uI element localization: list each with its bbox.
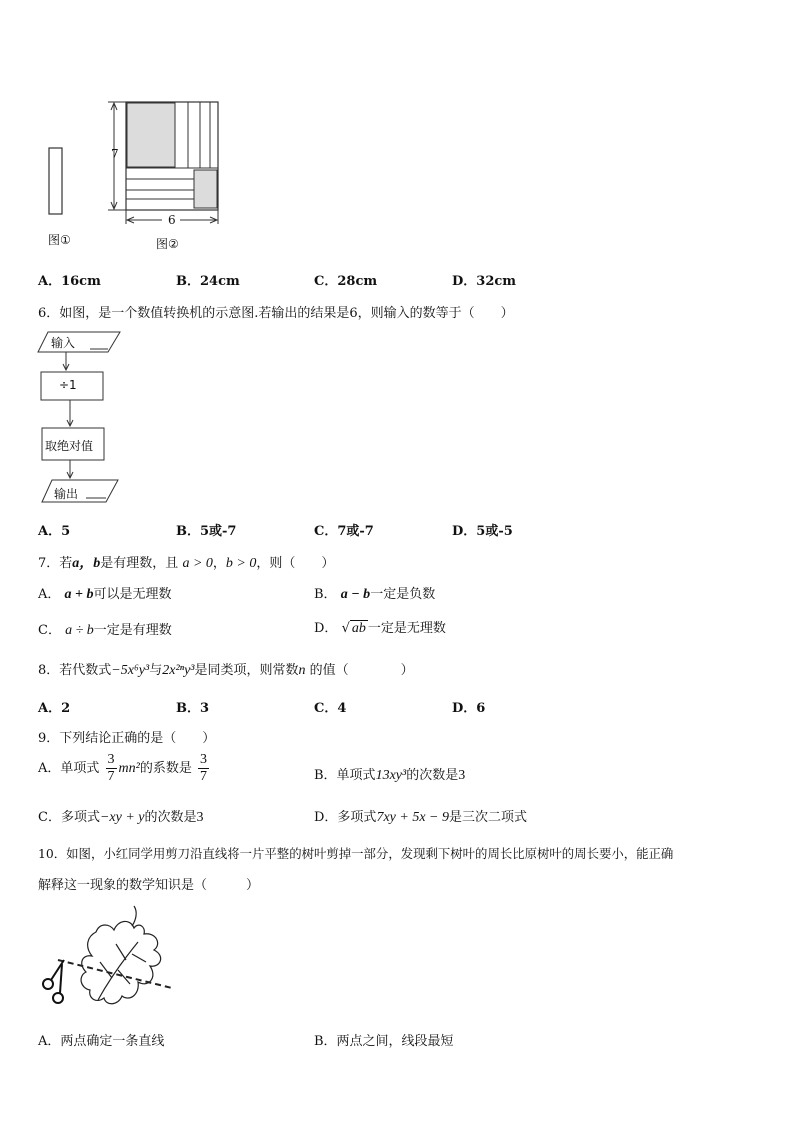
q9-option-b[interactable] — [314, 764, 465, 784]
q9-option-a-fraction-2 — [198, 753, 209, 784]
q8-stem-mid: 与 — [149, 663, 163, 678]
q8-stem — [38, 659, 414, 679]
q8-option-c[interactable]: C．4 — [314, 701, 347, 716]
q9-option-c[interactable] — [38, 806, 204, 826]
q9-option-b-math: 13xy³ — [375, 768, 407, 783]
q7-option-c-math: a ÷ b — [65, 623, 94, 638]
q8-var-n: n — [298, 663, 306, 678]
figure-2 — [100, 98, 230, 238]
q8-expr-2: 2x²ⁿy³ — [162, 663, 195, 678]
q7-option-b-label: B． — [314, 587, 337, 602]
fraction-numerator: 3 — [200, 752, 207, 767]
q5-option-b[interactable]: B．24cm — [176, 274, 240, 289]
q6-flow-step2: 取绝对值 — [45, 439, 94, 453]
q9-option-c-label: C．多项式 — [38, 810, 100, 825]
q9-option-c-math: −xy + y — [99, 810, 145, 825]
q9-option-a[interactable] — [38, 753, 211, 784]
q7-option-d-label: D． — [314, 621, 338, 636]
q7-cond-2: b > 0 — [225, 556, 257, 571]
q9-option-a-monomial: mn² — [118, 761, 140, 776]
q9-option-a-mid: 的系数是 — [139, 761, 192, 776]
q9-option-a-label: A．单项式 — [38, 761, 100, 776]
q9-option-d-label: D．多项式 — [314, 810, 377, 825]
q10-stem-line-1: 10．如图，小红同学用剪刀沿直线将一片平整的树叶剪掉一部分，发现剩下树叶的周长比原树叶的周长要小，能正确 — [38, 846, 674, 861]
q9-option-d-text: 是三次二项式 — [448, 810, 527, 825]
q9-option-b-label: B．单项式 — [314, 768, 376, 783]
q7-stem-prefix: 7．若 — [38, 556, 73, 571]
q7-option-b[interactable] — [314, 583, 435, 603]
figure-2-caption: 图② — [156, 237, 179, 251]
q7-option-a-label: A． — [38, 587, 61, 602]
q7-stem-suffix: ，则（ ） — [256, 556, 335, 571]
q9-option-c-text: 的次数是 — [144, 810, 197, 825]
q7-option-b-text: 一定是负数 — [370, 587, 436, 602]
q9-option-b-text: 的次数是 — [406, 768, 459, 783]
q7-option-c-text: 一定是有理数 — [93, 623, 172, 638]
q7-stem-mid: 是有理数，且 — [100, 556, 179, 571]
q7-cond-1: a > 0 — [182, 556, 213, 571]
q6-option-d[interactable]: D．5或-5 — [452, 524, 513, 539]
q9-stem: 9．下列结论正确的是（ ） — [38, 731, 216, 746]
q9-option-a-fraction — [106, 753, 117, 784]
q5-option-d[interactable]: D．32cm — [452, 274, 517, 289]
q7-option-d-math: ab — [351, 621, 366, 636]
q6-option-a[interactable]: A．5 — [38, 524, 71, 539]
q7-option-d-text: 一定是无理数 — [367, 621, 446, 636]
leaf-icon — [81, 906, 161, 1004]
q8-stem-prefix: 8．若代数式 — [38, 663, 112, 678]
figure-2-height-label: 7 — [111, 147, 119, 161]
q9-option-c-value: 3 — [196, 810, 204, 825]
q7-option-a[interactable] — [38, 583, 172, 603]
q8-stem-suffix-b: 的值（ ） — [309, 663, 414, 678]
q9-option-d-math: 7xy + 5x − 9 — [376, 810, 449, 825]
q8-expr-1: −5x⁶y³ — [111, 663, 150, 678]
q6-flow-step1: ÷1 — [59, 378, 77, 392]
q6-flowchart — [36, 326, 126, 512]
figure-2-width-label: 6 — [168, 213, 176, 227]
figure-1-caption: 图① — [48, 233, 71, 247]
q10-option-a[interactable]: A．两点确定一条直线 — [38, 1034, 165, 1049]
q5-option-c[interactable]: C．28cm — [314, 274, 378, 289]
q5-option-a[interactable]: A．16cm — [38, 274, 101, 289]
q10-option-b[interactable]: B．两点之间，线段最短 — [314, 1034, 454, 1049]
q7-option-a-math: a + b — [64, 587, 94, 602]
q6-flow-input: 输入 — [51, 336, 76, 350]
q10-stem-line-2: 解释这一现象的数学知识是（ ） — [38, 878, 260, 893]
fraction-denominator: 7 — [107, 769, 115, 784]
q9-option-d[interactable] — [314, 806, 527, 826]
q8-option-d[interactable]: D．6 — [452, 701, 486, 716]
q6-stem: 6．如图，是一个数值转换机的示意图.若输出的结果是6，则输入的数等于（ ） — [38, 306, 514, 321]
q7-stem-vars: a，b — [72, 556, 101, 571]
q6-option-b[interactable]: B．5或-7 — [176, 524, 237, 539]
q6-flow-output: 输出 — [54, 487, 79, 501]
q7-option-a-text: 可以是无理数 — [93, 587, 172, 602]
scissors-icon — [43, 960, 64, 1003]
q7-option-c-label: C． — [38, 623, 61, 638]
q6-option-c[interactable]: C．7或-7 — [314, 524, 374, 539]
q7-option-c[interactable] — [38, 619, 172, 639]
fraction-denominator: 7 — [200, 769, 207, 784]
q8-stem-suffix-a: 是同类项，则常数 — [194, 663, 299, 678]
leaf-figure — [38, 902, 178, 1020]
fraction-numerator: 3 — [107, 752, 115, 767]
q7-stem: 7．若a，b是有理数，且 a > 0，b > 0，则（ ） — [38, 556, 335, 571]
q8-option-b[interactable]: B．3 — [176, 701, 210, 716]
q9-option-b-value: 3 — [458, 768, 466, 783]
q8-option-a[interactable]: A．2 — [38, 701, 71, 716]
q7-option-b-math: a − b — [340, 587, 371, 602]
q7-option-d[interactable]: D． √ ab 一定是无理数 — [314, 621, 446, 636]
